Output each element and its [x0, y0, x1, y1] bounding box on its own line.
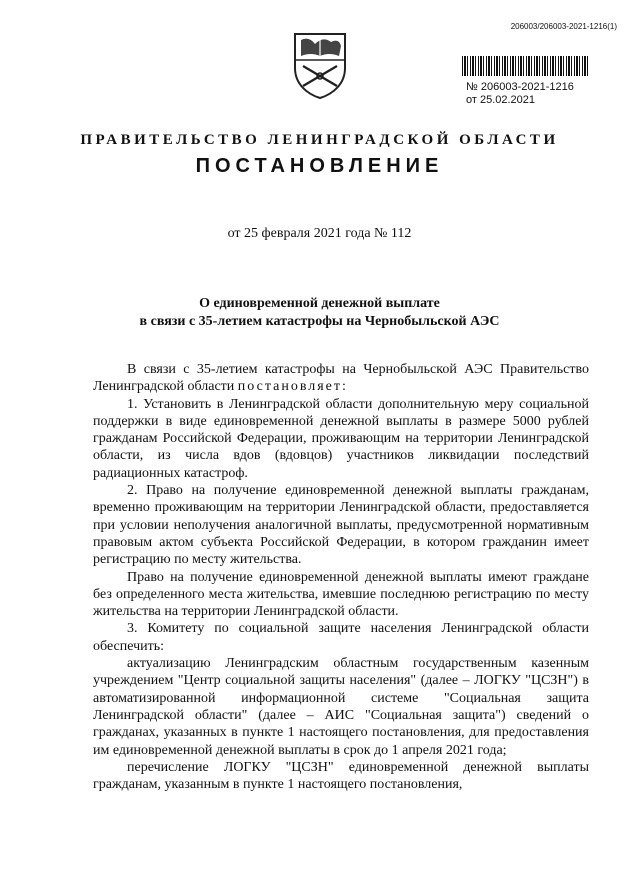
- decree-date-number: от 25 февраля 2021 года № 112: [227, 226, 412, 241]
- registration-number: № 206003-2021-1216: [466, 81, 574, 93]
- decree-title: [0, 295, 639, 331]
- paragraph-2: 2. Право на получение единовременной денежной выплаты гражданам, временно проживающим на территории Ленинградской области, предоставляется при условии неполучения аналогичной выплаты, предусмотренной нормативным правовым актом субъекта Российской Федерации, в котором гражданин имеет регистрацию по месту жительства.: [93, 483, 589, 568]
- registration-info: [466, 81, 574, 107]
- intro-text: В связи с 35-летием катастрофы на Чернобыльской АЭС Правительство Ленинградской области: [93, 362, 589, 395]
- paragraph-3-item-b: перечисление ЛОГКУ "ЦСЗН" единовременной денежной выплаты гражданам, указанным в пункте 1 настоящего постановления,: [93, 759, 589, 793]
- decree-body: [93, 361, 589, 793]
- title-line-2: в связи с 35-летием катастрофы на Чернобыльской АЭС: [139, 314, 500, 329]
- registration-date: от 25.02.2021: [466, 94, 536, 106]
- paragraph-2-continued: Право на получение единовременной денежной выплаты имеют граждане без определенного места жительства, имевшие последнюю регистрацию по месту жительства на территории Ленинградской области.: [93, 569, 589, 620]
- paragraph-3-item-a: актуализацию Ленинградским областным государственным казенным учреждением "Центр социальной защиты населения" (далее – ЛОГКУ "ЦСЗН") в автоматизированной информационной системе "Социальная защита Ленинградской области" (далее – АИС "Социальная защита") сведений о гражданах, указанных в пункте 1 настоящего постановления, для предоставления им единовременной денежной выплаты в срок до 1 апреля 2021 года;: [93, 656, 589, 758]
- intro-verb: постановляет:: [237, 379, 348, 395]
- paragraph-1: 1. Установить в Ленинградской области дополнительную меру социальной поддержки в виде единовременной денежной выплаты в размере 5000 рублей гражданам Российской Федерации, проживающим на территории Ленинградской области, из числа вдов (вдовцов) участников ликвидации последствий радиационных катастроф.: [93, 396, 589, 481]
- coat-of-arms-icon: [289, 30, 351, 100]
- intro-paragraph: [93, 361, 589, 396]
- barcode: [462, 56, 588, 76]
- document-reference: 206003/206003-2021-1216(1): [510, 22, 617, 31]
- title-line-1: О единовременной денежной выплате: [199, 296, 440, 311]
- government-name: ПРАВИТЕЛЬСТВО ЛЕНИНГРАДСКОЙ ОБЛАСТИ: [80, 132, 559, 148]
- document-type: ПОСТАНОВЛЕНИЕ: [195, 155, 444, 177]
- paragraph-3: 3. Комитету по социальной защите населения Ленинградской области обеспечить:: [93, 621, 589, 654]
